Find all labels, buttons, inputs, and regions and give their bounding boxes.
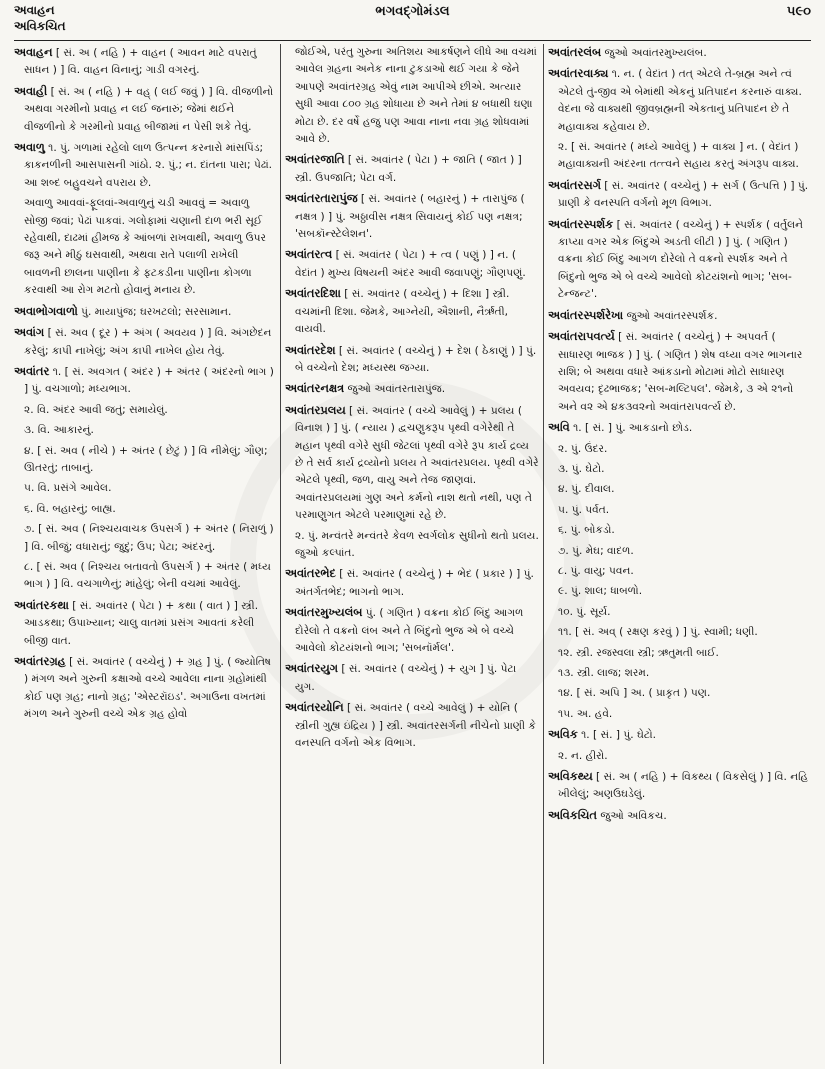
dictionary-entry: [548, 216, 811, 304]
entry-definition: [ સં. અ ( નહિ ) + વાહન ( આવન માટે વપરાતું સાધન ) ] વિ. વાહન વિનાનું; ગાડી વગરનું.: [24, 47, 257, 77]
dictionary-entry: [285, 604, 539, 657]
page-header: [14, 2, 811, 40]
column-1: [14, 44, 276, 1064]
entry-headword: અવાંતરભેદ: [285, 566, 336, 581]
dictionary-entry: [285, 402, 539, 525]
dictionary-entry: [548, 441, 811, 458]
entry-definition: [ સં. અવાંતર ( વચ્ચેનું ) + યુગ ] પું. પેટા યુગ.: [295, 663, 517, 693]
dictionary-entry: [285, 190, 539, 243]
dictionary-entry: [285, 565, 539, 601]
entry-definition: [ સં. અ ( નહિ ) + વહ્ ( લઈ જવું ) ] વિ. વીજળીનો અથવા ગરમીનો પ્રવાહ ન લઈ જનારું; જેમાં થઈને વીજળીનો કે ગરમીનો પ્રવાહ બીજામાં ન પેસી શકે તેવું.: [24, 85, 274, 133]
column-2: [285, 44, 539, 1064]
entry-definition: [ સં. અ ( નહિ ) + વિકથ્ય ( વિકસેલું ) ] વિ. નહિ ખીલેલું; અણઉઘડેલું.: [558, 771, 809, 801]
entry-definition: [ સં. અવાંતર ( વચ્ચેનું ) + અપવર્ત ( સાધારણ ભાજક ) ] પું. ( ગણિત ) શેષ વધ્યા વગર ભાગનાર રાશિ; બે અથવા વધારે આંકડાનો મોટામાં મોટો સાધારણ અવયવ; દૃઢભાજક; 'સબ-મલ્ટિપલ'. જેમકે, ૩ એ ૨૧નો અને વ૨ એ ૪ક૩વ૨નો અવાંતરાપવર્ત્ય છે.: [558, 331, 803, 413]
entry-headword: અવાંતરયોનિ: [285, 700, 344, 715]
dictionary-entry: [14, 501, 276, 518]
entry-definition: પું. ( ગણિત ) વક્રના કોઈ બિંદુ આગળ દોરેલો તે વક્રનો લંબ અને તે બિંદુનો ભુજ એ બે વચ્ચે આવેલો કોટયંશનો ભાગ; 'સબનૉર્મલ'.: [295, 607, 524, 654]
entry-headword: અવાંતરનક્ષત્ર: [285, 381, 345, 396]
dictionary-entry: [285, 660, 539, 696]
entry-headword: અવાભોગવાળો: [14, 303, 78, 318]
column-divider: [543, 44, 544, 1064]
dictionary-entry: [548, 583, 811, 600]
dictionary-entry: [548, 726, 811, 744]
entry-definition: જુઓ અવાંતરતારાપુંજ.: [344, 383, 446, 396]
entry-definition: ૧૦. પું. સૂર્ય.: [558, 605, 611, 618]
dictionary-entry: [548, 768, 811, 804]
entry-definition: [ સં. અવાંતર ( વચ્ચે આવેલું ) + પ્રલય ( વિનાશ ) ] પું. ( ન્યાય ) દ્વચણુકરૂપ પૃથ્વી વગેરેથી તે મહાન પૃથ્વી વગેરે સુધી જેટલાં પૃથ્વી વગેરે રૂપ કાર્ય દ્રવ્ય છે તે સર્વ કાર્ય દ્રવ્યોનો પ્રલય તે અવાંતરપ્રલય. પૃથ્વી વગેરે એટલે પૃથ્વી, જળ, વાયુ અને તેજ જાણવાં. અવાંતરપ્રલયમાં ગુણ અને કર્મનો નાશ થતો નથી, પણ તે પરમાણુગત એટલે પરમાણુમાં રહે છે.: [295, 404, 539, 522]
entry-definition: ૪. પું. દીવાલ.: [558, 483, 615, 496]
entry-definition: જુઓ અવાંતરમુખ્યલંબ.: [601, 47, 707, 59]
entry-definition: ૭. [ સં. અવ ( નિશ્ચયવાચક ઉપસર્ગ ) + અંતર ( નિરાળું ) ] વિ. બીજું; વધારાનું; જુદું; ઉપ; પેટા; અંદરનું.: [24, 523, 274, 553]
dictionary-entry: [548, 139, 811, 174]
entry-headword: અવાંતરદેશ: [285, 342, 336, 357]
dictionary-entry: [14, 480, 276, 497]
dictionary-entry: [548, 65, 811, 136]
dictionary-entry: [548, 177, 811, 213]
entry-definition: ૧૫. અ. હવે.: [558, 707, 613, 720]
dictionary-entry: [548, 419, 811, 437]
dictionary-entry: [548, 502, 811, 519]
dictionary-entry: [548, 328, 811, 416]
dictionary-entry: [285, 380, 539, 398]
dictionary-entry: [285, 342, 539, 378]
dictionary-entry: [548, 807, 811, 825]
entry-definition: [ સં. અવાંતર ( વચ્ચેનું ) + સર્ગ ( ઉત્પત્તિ ) ] પું. પ્રાણી કે વનસ્પતિ વર્ગનો મૂળ વિભાગ.: [558, 179, 809, 210]
dictionary-entry: [285, 528, 539, 563]
entry-definition: ૨. ન. હીરો.: [558, 749, 608, 762]
entry-headword: અવાંતરાપવર્ત્ય: [548, 329, 615, 344]
entry-definition: અવાળુ આવવાં-ફૂલવાં-અવાળુનું ચડી આવવું = અવાળુ સોજી જવાં; પેઢાં પાકવાં. ગલોફામાં ચણાની દાળ ભરી સૂઈ રહેવાથી, દાઢમાં હીમજ કે આંબળાં રાખવાથી, અવાળુ ઉપર જરૂ અને મીઠું ઘસવાથી, અથવા રાતે પલાળી રાખેલી બાવળની છાલના પાણીના કે ફટકડીના પાણીના કોગળા કરવાથી આ રોગ મટતો હોવાનું મનાય છે.: [24, 197, 267, 297]
page-number: ૫૯૦: [786, 4, 811, 19]
entry-definition: ૧૨. સ્ત્રી. રજસ્વલા સ્ત્રી; ઋતુમતી બાઈ.: [558, 646, 719, 659]
entry-definition: ૨. પું. મન્વંતરે મન્વંતરે કેવળ સ્વર્ગલોક સુધીનો થતો પ્રલય. જુઓ કલ્પાંત.: [295, 529, 539, 559]
dictionary-entry: [14, 653, 276, 724]
entry-headword: અવાંતરલંબ: [548, 45, 602, 59]
entry-definition: ૨. પું. ઉંદર.: [558, 442, 608, 455]
dictionary-entry: [548, 44, 811, 62]
dictionary-entry: [14, 324, 276, 360]
entry-headword: અવાંતરગ્રહ: [14, 654, 66, 668]
dictionary-entry: [548, 522, 811, 539]
entry-headword: અવિક: [548, 727, 578, 742]
dictionary-entry: [285, 699, 539, 752]
dictionary-entry: [548, 481, 811, 498]
entry-definition: ૯. પું. શાલ; ધાબળો.: [558, 585, 643, 598]
dictionary-entry: [285, 246, 539, 282]
header-title: ભગવદ્ગોમંડલ: [375, 4, 450, 19]
header-last-word: અવિકચિત: [14, 19, 66, 33]
dictionary-entry: [548, 685, 811, 702]
entry-headword: અવાંતર: [14, 363, 50, 378]
entry-definition: ૪. [ સં. અવ ( નીચે ) + અંતર ( છેટું ) ] વિ નીમેલું; ગૌણ; ઊતરતું; તાબાનું.: [24, 444, 268, 474]
entry-definition: ૧૪. [ સં. અપિ ] અ. ( પ્રાકૃત ) પણ.: [558, 687, 711, 700]
entry-definition: ૧. [ સં. અવગત ( અંદર ) + અંતર ( અંદરનો ભાગ ) ] પું. વચગાળો; મધ્યભાગ.: [24, 365, 274, 396]
header-first-word: અવાહન: [14, 3, 55, 17]
entry-definition: ૩. પું. ઘેટો.: [558, 462, 605, 475]
entry-definition: [ સં. અવાંતર ( પેટા ) + કથા ( વાત ) ] સ્ત્રી. આડકથા; ઉપાખ્યાન; ચાલુ વાતમાં પ્રસંગ આવતાં કરેલી બીજી વાત.: [24, 599, 259, 647]
entry-definition: [ સં. અવાંતર ( વચ્ચે આવેલું ) + યોનિ ( સ્ત્રીની ગુહ્ય ઇંદ્રિય ) ] સ્ત્રી. અવાંતરસર્ગની નીચેનો પ્રાણી કે વનસ્પતિ વર્ગનો એક વિભાગ.: [295, 702, 536, 750]
entry-headword: અવિકચિત: [548, 807, 597, 822]
entry-headword: અવાંતરત્વ: [285, 247, 333, 262]
entry-definition: [ સં. અવાંતર ( પેટા ) + ત્વ ( પણું ) ] ન. ( વેદાંત ) મુખ્ય વિષયની અંદર આવી જવાપણું; ગૌણપણું.: [295, 249, 526, 279]
entry-headword: અવાળુ: [14, 140, 45, 155]
dictionary-entry: [14, 303, 276, 321]
dictionary-entry: [285, 151, 539, 187]
entry-definition: જુઓ અવિકચ.: [596, 809, 667, 822]
entry-headword: અવાંતરસર્ગ: [548, 177, 601, 192]
entry-definition: પું. માયાપુંજ; ઘરખટલો; સરસામાન.: [77, 305, 232, 318]
entry-headword: અવાંતરવાક્ય: [548, 66, 609, 81]
entry-definition: ૫. વિ. પ્રસંગે આવેલ.: [24, 482, 112, 495]
entry-definition: [ સં. અવાંતર ( વચ્ચેનું ) + દિશા ] સ્ત્રી. વચમાંની દિશા. જેમકે, આગ્નેયી, ઐશાની, નૈર્ઋતી, વાયવી.: [295, 288, 510, 336]
dictionary-entry: [548, 748, 811, 765]
dictionary-entry: [548, 645, 811, 662]
dictionary-entry: [548, 624, 811, 641]
entry-definition: ૧૧. [ સં. અવ્ ( રક્ષણ કરવું ) ] પું. સ્વામી; ધણી.: [558, 626, 758, 639]
header-rule: [14, 40, 811, 41]
dictionary-entry: [548, 461, 811, 478]
entry-definition: ૫. પું. પર્વત.: [558, 503, 610, 516]
dictionary-entry: [548, 543, 811, 560]
entry-headword: અવાંતરસ્પર્શરેખા: [548, 307, 624, 322]
entry-definition: ૮. [ સં. અવ ( નિશ્ચય બતાવતો ઉપસર્ગ ) + અંતર ( મધ્ય ભાગ ) ] વિ. વચગાળેનું; માંહેલું; બેની વચમાં આવેલું.: [24, 560, 271, 591]
entry-definition: [ સં. અવાંતર ( પેટા ) + જાતિ ( જાત ) ] સ્ત્રી. ઉપજાતિ; પેટા વર્ગ.: [295, 154, 522, 184]
entry-definition: [ સં. અવાંતર ( બહારનું ) + તારાપુંજ ( નક્ષત્ર ) ] પું. અઠ્ઠાવીસ નક્ષત્ર સિવાયનું કોઈ પણ નક્ષત્ર; 'સબકૉન્સ્ટેલેશન'.: [295, 193, 525, 241]
dictionary-entry: [548, 706, 811, 723]
dictionary-entry: [548, 563, 811, 580]
entry-definition: ૨. [ સં. અવાંતર ( મધ્યે આવેલું ) + વાક્ય ] ન. ( વેદાંત ) મહાવાક્યની અંદરના તત્ત્વને સહાય કરતું અંગરૂપ વાક્ય.: [558, 141, 799, 171]
dictionary-entry: [14, 195, 276, 299]
entry-headword: અવાંતરદિશા: [285, 286, 341, 301]
dictionary-entry: [14, 402, 276, 419]
entry-definition: જુઓ અવાંતરસ્પર્શક.: [623, 309, 718, 322]
entry-definition: ૩. વિ. આકારનું.: [24, 424, 94, 437]
dictionary-entry: [14, 559, 276, 594]
entry-headword: અવાંતરકથા: [14, 597, 69, 612]
dictionary-entry: [14, 422, 276, 439]
entry-headword: અવાંગ: [14, 325, 45, 340]
dictionary-entry: [14, 363, 276, 399]
entry-headword: અવાંતરતારાપુંજ: [285, 191, 358, 206]
dictionary-entry: [14, 521, 276, 556]
entry-headword: અવિકથ્ય: [548, 769, 593, 784]
dictionary-entry: [285, 285, 539, 338]
entry-definition: [ સં. અવાંતર ( વચ્ચેનું ) + દેશ ( ઠેકાણું ) ] પું. બે વચ્ચેનો દેશ; મધ્યસ્થ જગ્યા.: [295, 344, 537, 374]
entry-definition: ૨. વિ. અંદર આવી જતું; સમાયેલું.: [24, 403, 168, 416]
entry-definition: [ સં. અવ ( દૂર ) + અંગ ( અવયવ ) ] વિ. અંગછેદન કરેલું; કાપી નાખેલું; અંગ કાપી નાખેલ હોય તેવું.: [24, 327, 272, 357]
entry-headword: અવાહી: [14, 83, 48, 98]
entry-definition: ૭. પું. મેઘ; વાદળ.: [558, 544, 634, 557]
dictionary-entry: [14, 83, 276, 136]
dictionary-entry: [285, 44, 539, 148]
dictionary-entry: [548, 604, 811, 621]
entry-definition: ૧. પું. ગળામાં રહેલો લાળ ઉત્પન્ન કરનારો માંસપિંડ; કાકનળીની આસપાસની ગાંઠો. ૨. પું.; ન. દાંતના પારા; પેઢાં. આ શબ્દ બહુવચને વપરાય છે.: [24, 142, 273, 189]
entry-definition: ૧. [ સં. ] પું. ઘેટો.: [577, 729, 657, 742]
entry-definition: ૧. [ સં. ] પું. આકડાનો છોડ.: [569, 422, 693, 435]
entry-headword: અવાંતરજાતિ: [285, 152, 345, 167]
entry-headword: અવાંતરયુગ: [285, 661, 338, 676]
dictionary-entry: [14, 139, 276, 192]
entry-headword: અવાહન: [14, 45, 53, 59]
entry-definition: ૬. પું. બોકડો.: [558, 524, 615, 537]
entry-definition: ૧. ન. ( વેદાંત ) તત્ એટલે તે-બ્રહ્મ અને ત્વં એટલે તું-જીવ એ બેમાંથી એકનું પ્રતિપાદન કરનારું વાક્ય. વેદના જે વાક્યથી જીવબ્રહ્મની એકતાનું પ્રતિપાદન છે તે મહાવાક્ય કહેવાય છે.: [558, 68, 802, 133]
entry-headword: અવિ: [548, 420, 570, 435]
dictionary-entry: [548, 665, 811, 682]
entry-headword: અવાંતરસ્પર્શક: [548, 216, 614, 231]
dictionary-entry: [548, 307, 811, 325]
dictionary-entry: [14, 443, 276, 478]
entry-definition: ૮. પું. વાયુ; પવન.: [558, 564, 634, 577]
entry-definition: જોઈએ, પરંતુ ગુરુના અતિશય આકર્ષણને લીધે આ વચમાં આવેલ ગ્રહના અનેક નાના ટુકડાઓ થઈ ગયા કે જેને આપણે અવાંતરગ્રહ એવું નામ આપીએ છીએ. અત્યાર સુધી આવા ૮૦૦ ગ્રહ શોધાયા છે અને તેમાં ૪ બધાથી ઘણા મોટા છે. દર વર્ષે હજુ પણ આવા નાના નવા ગ્રહ શોધવામાં આવે છે.: [295, 46, 537, 146]
entry-definition: [ સં. અવાંતર ( વચ્ચેનું ) + ગ્રહ ] પું. ( જ્યોતિષ ) મંગળ અને ગુરુની કક્ષાઓ વચ્ચે આવેલા નાના ગ્રહોમાંથી કોઈ પણ ગ્રહ; નાનો ગ્રહ; 'એસ્ટરૉઇડ'. અગાઉના વખતમાં મંગળ અને ગુરુની વચ્ચે એક ગ્રહ હોવો: [24, 656, 271, 721]
column-divider: [280, 44, 281, 1064]
entry-definition: [ સં. અવાંતર ( વચ્ચેનું ) + ભેદ ( પ્રકાર ) ] પું. અંતર્ગતભેદ; ભાગનો ભાગ.: [295, 568, 534, 598]
dictionary-entry: [14, 44, 276, 80]
dictionary-entry: [14, 597, 276, 650]
entry-definition: ૬. વિ. બહારનું; બાહ્ય.: [24, 502, 116, 515]
entry-headword: અવાંતરપ્રલય: [285, 402, 346, 417]
column-3: [548, 44, 811, 1064]
entry-definition: ૧૩. સ્ત્રી. લાજ; શરમ.: [558, 667, 650, 679]
entry-headword: અવાંતરમુખ્યલંબ: [285, 605, 363, 620]
entry-definition: [ સં. અવાંતર ( વચ્ચેનું ) + સ્પર્શક ( વર્તુલને કાપ્યા વગર એક બિંદુએ અડતી લીટી ) ] પું. ( ગણિત ) વક્રના કોઈ બિંદુ આગળ દોરેલો તે વક્રનો સ્પર્શક અને તે બિંદુનો ભુજ એ બે વચ્ચે આવેલો કોટયંશનો ભાગ; 'સબ-ટેન્જન્ટ'.: [558, 218, 804, 301]
